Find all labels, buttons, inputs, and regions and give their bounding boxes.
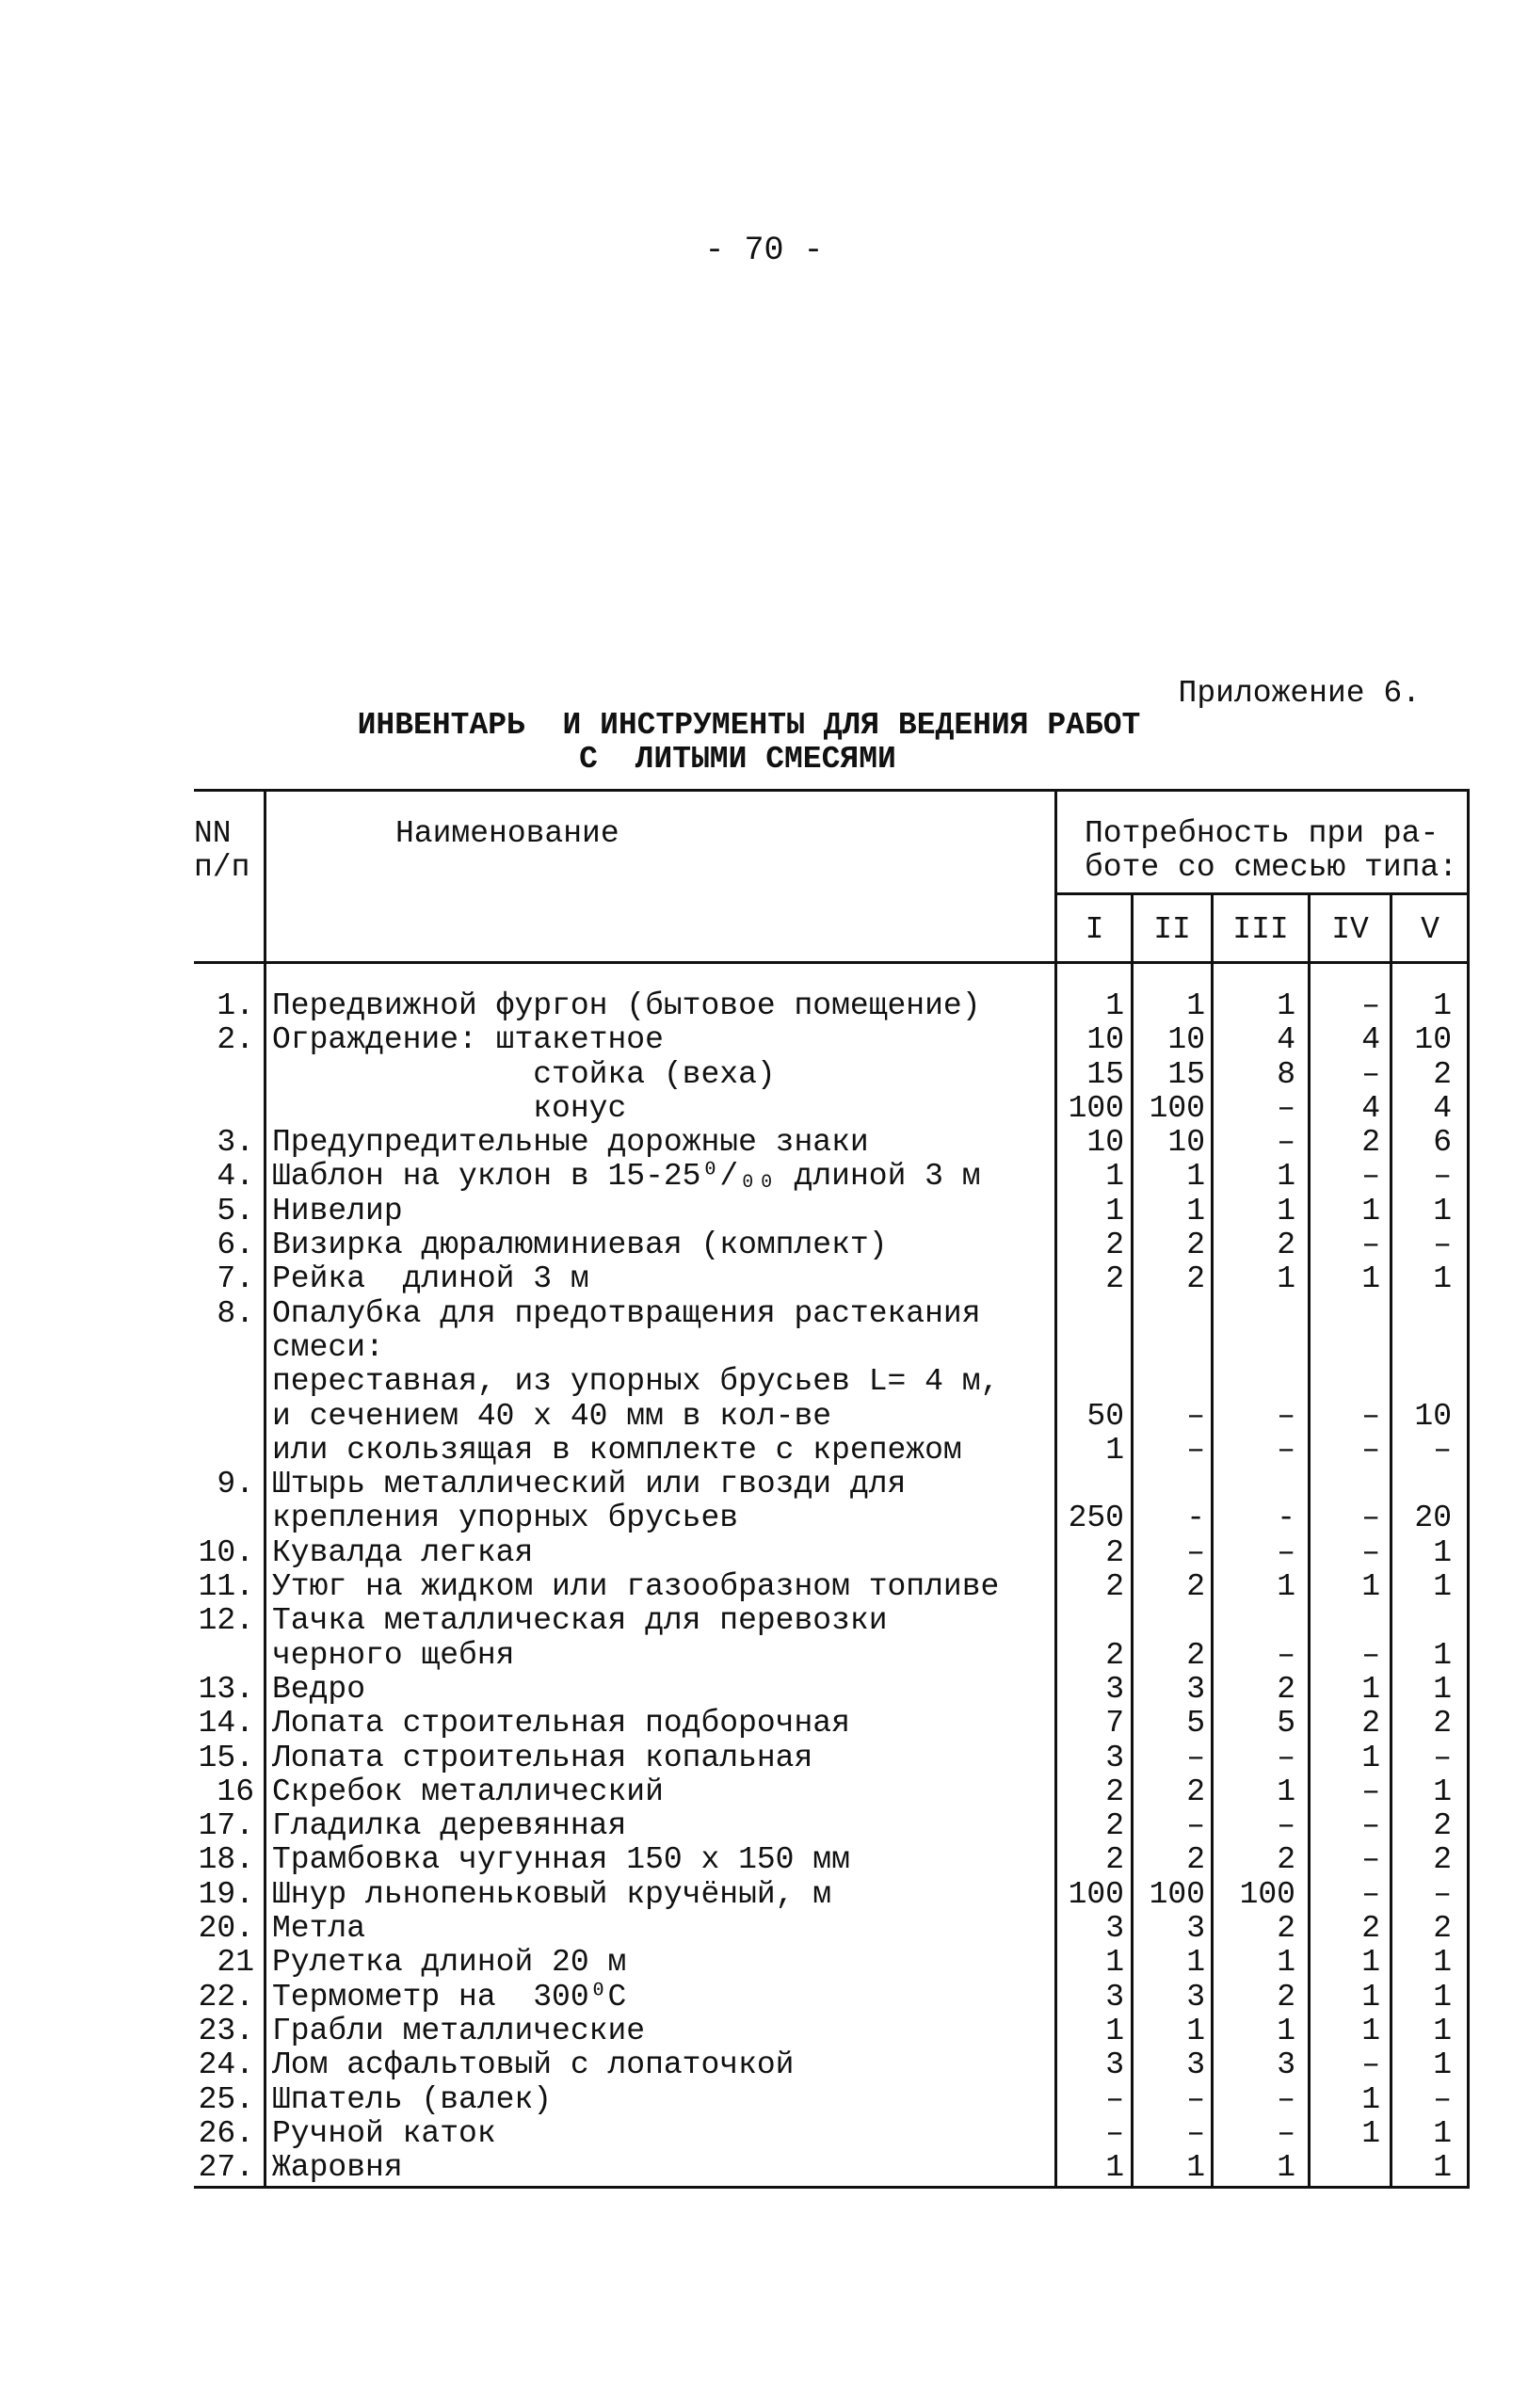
row-value-type-3: 3 [1277,2047,1295,2083]
row-value-type-4: – [1361,1398,1380,1434]
row-value-type-2: – [1186,1398,1205,1434]
row-value-type-1: 1 [1105,988,1124,1023]
row-number: 23. [198,2013,254,2048]
row-value-type-5: 1 [1433,1671,1452,1707]
row-number: 27. [198,2150,254,2186]
row-name: Предупредительные дорожные знаки [272,1125,869,1161]
row-number: 5. [217,1193,254,1228]
header-type-I: I [1085,912,1104,947]
row-value-type-3: – [1277,1432,1295,1468]
row-value-type-1: 1 [1105,2013,1124,2048]
row-value-type-4: – [1361,1056,1380,1092]
row-number: 1. [217,988,254,1023]
row-value-type-2: - [1186,1501,1205,1536]
row-value-type-2: 3 [1186,2047,1205,2083]
row-number: 6. [217,1228,254,1263]
table-top-rule [194,789,1470,792]
row-value-type-5: 10 [1414,1022,1452,1058]
row-number: 25. [198,2081,254,2117]
row-value-type-3: 1 [1277,2013,1295,2048]
row-number: 15. [198,1740,254,1775]
table-row [194,1160,1470,1194]
row-value-type-1: 2 [1105,1808,1124,1844]
table-row [194,1707,1470,1741]
row-value-type-3: 1 [1277,1193,1295,1228]
table-row [194,1775,1470,1809]
row-number: 17. [198,1808,254,1844]
row-number: 2. [217,1022,254,1058]
row-value-type-5: – [1433,2081,1452,2117]
row-value-type-1: 10 [1086,1125,1124,1161]
row-value-type-5: 6 [1433,1125,1452,1161]
row-value-type-2: 5 [1186,1706,1205,1742]
table-row [194,1126,1470,1160]
row-value-type-5: – [1433,1228,1452,1263]
row-value-type-1: 7 [1105,1706,1124,1742]
row-value-type-1: 1 [1105,1432,1124,1468]
row-value-type-5: 1 [1433,1569,1452,1605]
row-value-type-3: – [1277,1534,1295,1570]
row-name: Ведро [272,1671,366,1707]
row-value-type-2: 1 [1186,1193,1205,1228]
table-row [194,2015,1470,2048]
table-bottom-rule [194,2186,1470,2189]
row-number: 3. [217,1125,254,1161]
row-value-type-3: 8 [1277,1056,1295,1092]
row-value-type-3: - [1277,1501,1295,1536]
row-name: стойка (веха) [272,1056,776,1092]
table-row [194,989,1470,1023]
row-value-type-4: 2 [1361,1125,1380,1161]
row-value-type-2: 3 [1186,1979,1205,2015]
table-row [194,2048,1470,2082]
table-row [194,2117,1470,2151]
row-value-type-1: 2 [1105,1534,1124,1570]
row-value-type-5: – [1433,1432,1452,1468]
row-value-type-4: 1 [1361,1671,1380,1707]
table-row [194,1058,1470,1092]
row-name: Визирка дюралюминиевая (комплект) [272,1228,888,1263]
row-name: черного щебня [272,1637,515,1673]
row-value-type-4: – [1361,1534,1380,1570]
page-number: - 70 - [704,232,824,269]
table-row [194,1878,1470,1912]
row-value-type-5: 4 [1433,1090,1452,1126]
row-value-type-2: 1 [1186,988,1205,1023]
row-name: Шнур льнопеньковый кручёный, м [272,1876,832,1912]
row-value-type-5: 20 [1414,1501,1452,1536]
row-name: Кувалда легкая [272,1534,534,1570]
row-number: 24. [198,2047,254,2083]
row-value-type-2: 100 [1149,1876,1205,1912]
row-value-type-1: 3 [1105,2047,1124,2083]
row-value-type-5: – [1433,1740,1452,1775]
row-value-type-4: – [1361,988,1380,1023]
row-value-type-4: 4 [1361,1090,1380,1126]
row-name: Шаблон на уклон в 15-25⁰/₀₀ длиной 3 м [272,1159,981,1195]
row-value-type-4: – [1361,1808,1380,1844]
header-need-line-2: боте со смесью типа: [1085,850,1458,885]
row-name: Утюг на жидком или газообразном топливе [272,1569,1000,1605]
row-name: Тачка металлическая для перевозки [272,1603,888,1639]
row-value-type-5: 1 [1433,1534,1452,1570]
row-value-type-1: 2 [1105,1774,1124,1809]
row-number: 14. [198,1706,254,1742]
row-value-type-4: 1 [1361,2013,1380,2048]
table-row [194,1501,1470,1535]
row-value-type-4: 1 [1361,1569,1380,1605]
row-name: Нивелир [272,1193,403,1228]
table-row [194,1297,1470,1331]
row-value-type-4: – [1361,1159,1380,1195]
row-value-type-5: 2 [1433,1056,1452,1092]
table-row [194,1536,1470,1570]
row-value-type-2: 2 [1186,1569,1205,1605]
row-value-type-5: 1 [1433,988,1452,1023]
row-value-type-4: 1 [1361,1979,1380,2015]
header-num-line-1: NN [194,816,232,851]
table-row [194,1981,1470,2015]
row-value-type-4: – [1361,1432,1380,1468]
row-number: 9. [217,1467,254,1502]
row-name: крепления упорных брусьев [272,1501,739,1536]
row-value-type-1: 3 [1105,1911,1124,1947]
header-type-II: II [1153,912,1191,947]
row-number: 4. [217,1159,254,1195]
row-value-type-1: 2 [1105,1842,1124,1878]
row-value-type-4: – [1361,1637,1380,1673]
row-value-type-3: 1 [1277,1569,1295,1605]
row-value-type-2: 3 [1186,1671,1205,1707]
row-value-type-4: 1 [1361,2115,1380,2151]
row-value-type-2: 15 [1167,1056,1205,1092]
table-row [194,1742,1470,1775]
row-value-type-1: 2 [1105,1228,1124,1263]
row-value-type-5: 2 [1433,1842,1452,1878]
row-value-type-5: 1 [1433,1774,1452,1809]
row-value-type-5: 1 [1433,1945,1452,1981]
row-value-type-2: – [1186,2081,1205,2117]
row-value-type-5: 2 [1433,1808,1452,1844]
row-value-type-1: 3 [1105,1671,1124,1707]
row-value-type-2: 100 [1149,1090,1205,1126]
row-name: Передвижной фургон (бытовое помещение) [272,988,981,1023]
row-name: Опалубка для предотвращения растекания [272,1295,981,1331]
row-value-type-4: 2 [1361,1706,1380,1742]
row-value-type-2: 3 [1186,1911,1205,1947]
table-row [194,1023,1470,1057]
row-value-type-2: 2 [1186,1228,1205,1263]
row-name: или скользящая в комплекте с крепежом [272,1432,962,1468]
table-row [194,1092,1470,1126]
document-title-line-2: С ЛИТЫМИ СМЕСЯМИ [579,742,896,777]
row-name: Рейка длиной 3 м [272,1261,589,1297]
row-value-type-5: 1 [1433,2150,1452,2186]
row-value-type-1: 100 [1068,1876,1124,1912]
row-value-type-1: 3 [1105,1740,1124,1775]
row-number: 13. [198,1671,254,1707]
row-number: 12. [198,1603,254,1639]
row-name: Шпатель (валек) [272,2081,553,2117]
row-value-type-1: 50 [1086,1398,1124,1434]
table-row [194,1912,1470,1946]
row-value-type-2: 2 [1186,1774,1205,1809]
row-value-type-2: 10 [1167,1022,1205,1058]
row-value-type-2: 1 [1186,2150,1205,2186]
row-value-type-3: 1 [1277,1159,1295,1195]
row-value-type-5: 10 [1414,1398,1452,1434]
row-name: Скребок металлический [272,1774,664,1809]
row-value-type-3: 1 [1277,1261,1295,1297]
row-value-type-5: 1 [1433,1979,1452,2015]
row-value-type-5: 2 [1433,1706,1452,1742]
table-row [194,2083,1470,2117]
row-value-type-5: 1 [1433,1261,1452,1297]
inventory-table [194,789,1470,2191]
row-value-type-3: 1 [1277,1774,1295,1809]
row-value-type-2: 1 [1186,1945,1205,1981]
row-value-type-1: 1 [1105,1159,1124,1195]
row-value-type-5: 2 [1433,1911,1452,1947]
row-value-type-5: 1 [1433,2047,1452,2083]
row-name: Гладилка деревянная [272,1808,627,1844]
row-name: конус [272,1090,627,1126]
row-value-type-4: 4 [1361,1022,1380,1058]
row-value-type-2: – [1186,2115,1205,2151]
table-body [194,989,1470,2185]
row-value-type-3: – [1277,1398,1295,1434]
row-value-type-2: 1 [1186,2013,1205,2048]
row-value-type-1: 2 [1105,1261,1124,1297]
row-name: Лом асфальтовый с лопаточкой [272,2047,795,2083]
row-value-type-1: 250 [1068,1501,1124,1536]
row-value-type-4: 1 [1361,1193,1380,1228]
row-value-type-3: 2 [1277,1842,1295,1878]
row-value-type-2: 2 [1186,1637,1205,1673]
table-row [194,1604,1470,1638]
row-value-type-4: – [1361,1501,1380,1536]
row-value-type-4: 1 [1361,1740,1380,1775]
row-value-type-3: – [1277,2115,1295,2151]
row-name: переставная, из упорных брусьев L= 4 м, [272,1364,1000,1400]
row-value-type-2: – [1186,1534,1205,1570]
row-name: Рулетка длиной 20 м [272,1945,627,1981]
row-value-type-4: 1 [1361,1945,1380,1981]
row-value-type-4: – [1361,1774,1380,1809]
row-name: и сечением 40 х 40 мм в кол-ве [272,1398,832,1434]
row-value-type-1: 2 [1105,1569,1124,1605]
row-value-type-3: 1 [1277,2150,1295,2186]
row-value-type-1: – [1105,2081,1124,2117]
header-num-line-2: п/п [194,850,250,885]
row-number: 26. [198,2115,254,2151]
row-name: Грабли металлические [272,2013,646,2048]
row-value-type-3: 4 [1277,1022,1295,1058]
row-value-type-1: 1 [1105,1945,1124,1981]
row-number: 11. [198,1569,254,1605]
row-value-type-3: 2 [1277,1911,1295,1947]
row-value-type-3: – [1277,2081,1295,2117]
row-value-type-3: – [1277,1125,1295,1161]
header-type-III: III [1232,912,1289,947]
row-value-type-1: 2 [1105,1637,1124,1673]
row-value-type-3: 1 [1277,1945,1295,1981]
row-value-type-4: 1 [1361,2081,1380,2117]
row-value-type-2: – [1186,1808,1205,1844]
row-value-type-1: 10 [1086,1022,1124,1058]
row-value-type-2: 2 [1186,1261,1205,1297]
row-value-type-3: – [1277,1637,1295,1673]
table-row [194,1195,1470,1228]
row-number: 19. [198,1876,254,1912]
header-need-line-1: Потребность при ра- [1085,816,1440,851]
table-row [194,1946,1470,1980]
row-number: 22. [198,1979,254,2015]
row-value-type-2: – [1186,1740,1205,1775]
table-row [194,1365,1470,1399]
row-value-type-5: 1 [1433,1637,1452,1673]
row-value-type-3: – [1277,1090,1295,1126]
row-value-type-5: 1 [1433,2115,1452,2151]
row-value-type-4: – [1361,1228,1380,1263]
row-value-type-3: – [1277,1740,1295,1775]
table-row [194,1228,1470,1262]
row-value-type-1: 3 [1105,1979,1124,2015]
row-value-type-4: 2 [1361,1911,1380,1947]
row-name: Штырь металлический или гвозди для [272,1467,907,1502]
table-row [194,1843,1470,1877]
row-value-type-5: – [1433,1159,1452,1195]
row-name: Ручной каток [272,2115,496,2151]
appendix-label: Приложение 6. [1178,676,1421,711]
row-value-type-1: – [1105,2115,1124,2151]
header-bottom-rule [194,961,1470,964]
row-name: Ограждение: штакетное [272,1022,664,1058]
row-value-type-3: 5 [1277,1706,1295,1742]
row-value-type-4: 1 [1361,1261,1380,1297]
row-name: Метла [272,1911,366,1947]
row-value-type-1: 1 [1105,1193,1124,1228]
row-value-type-3: – [1277,1808,1295,1844]
table-row [194,1400,1470,1434]
types-header-rule [1056,892,1470,895]
row-number: 7. [217,1261,254,1297]
row-value-type-5: 1 [1433,2013,1452,2048]
table-row [194,1468,1470,1501]
row-name: смеси: [272,1329,384,1365]
row-name: Жаровня [272,2150,403,2186]
row-value-type-3: 2 [1277,1228,1295,1263]
row-value-type-2: 10 [1167,1125,1205,1161]
table-row [194,1639,1470,1673]
row-value-type-4: – [1361,1876,1380,1912]
row-number: 8. [217,1295,254,1331]
row-value-type-1: 15 [1086,1056,1124,1092]
row-value-type-5: – [1433,1876,1452,1912]
table-row [194,1331,1470,1365]
row-value-type-1: 100 [1068,1090,1124,1126]
row-number: 18. [198,1842,254,1878]
row-number: 16 [217,1774,254,1809]
row-number: 21 [217,1945,254,1981]
row-name: Лопата строительная подборочная [272,1706,850,1742]
row-value-type-2: – [1186,1432,1205,1468]
row-name: Трамбовка чугунная 150 х 150 мм [272,1842,850,1878]
header-type-IV: IV [1331,912,1369,947]
row-value-type-4: – [1361,1842,1380,1878]
row-value-type-3: 100 [1239,1876,1295,1912]
table-row [194,1809,1470,1843]
table-row [194,1570,1470,1604]
row-number: 10. [198,1534,254,1570]
row-value-type-5: 1 [1433,1193,1452,1228]
row-value-type-3: 2 [1277,1671,1295,1707]
row-value-type-2: 1 [1186,1159,1205,1195]
table-row [194,1262,1470,1296]
row-name: Термометр на 300⁰С [272,1979,627,2015]
header-name: Наименование [395,816,619,851]
table-row [194,1673,1470,1707]
row-value-type-3: 2 [1277,1979,1295,2015]
table-row [194,2151,1470,2185]
table-row [194,1434,1470,1468]
document-title-line-1: ИНВЕНТАРЬ И ИНСТРУМЕНТЫ ДЛЯ ВЕДЕНИЯ РАБОТ [357,708,1141,743]
row-value-type-4: – [1361,2047,1380,2083]
row-name: Лопата строительная копальная [272,1740,813,1775]
row-value-type-3: 1 [1277,988,1295,1023]
row-value-type-2: 2 [1186,1842,1205,1878]
row-number: 20. [198,1911,254,1947]
header-type-V: V [1421,912,1440,947]
row-value-type-1: 1 [1105,2150,1124,2186]
